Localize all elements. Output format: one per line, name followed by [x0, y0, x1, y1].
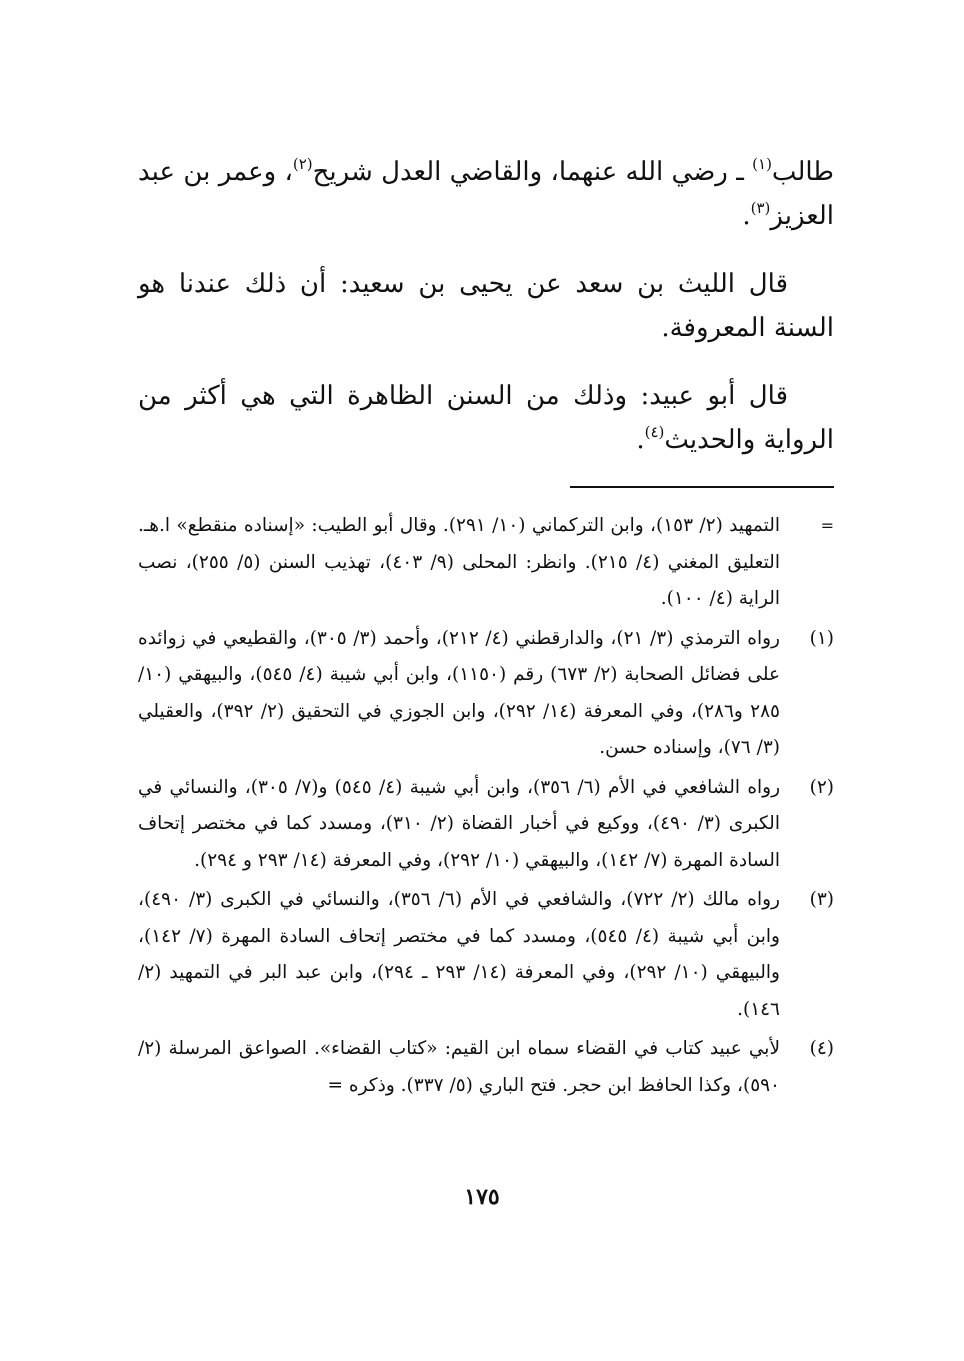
footnote-2-number: (٢): [809, 776, 834, 798]
paragraph-3-text-a: قال أبو عبيد: وذلك من السنن الظاهرة التي هي أكثر من الرواية والحديث: [138, 381, 834, 455]
footnote-1-number: (١): [809, 627, 834, 649]
footnote-continued: [138, 508, 834, 618]
paragraph-3: [138, 374, 834, 462]
paragraph-1-text-d: .: [742, 201, 751, 231]
footnote-divider: [570, 486, 834, 488]
footnote-ref-2[interactable]: (٢): [292, 155, 313, 173]
paragraph-1-text-a: طالب: [771, 157, 834, 187]
continuation-mark: =: [820, 516, 834, 535]
footnote-3-text: رواه مالك (٢/ ٧٢٢)، والشافعي في الأم (٦/ ٣٥٦)، والنسائي في الكبرى (٣/ ٤٩٠)، وابن أبي شيبة (٤/ ٥٤٥)، ومسدد كما في مختصر إتحاف السادة المهرة (٧/ ١٤٢)، والبيهقي (١٠/ ٢٩٢)، وفي المعرفة (١٤/ ٢٩٣ ـ ٢٩٤)، وابن عبد البر في التمهيد (٢/ ١٤٦).: [138, 889, 780, 1020]
footnote-1-text: رواه الترمذي (٣/ ٢١)، والدارقطني (٤/ ٢١٢)، وأحمد (٣/ ٣٠٥)، والقطيعي في زوائده على فضائل الصحابة (٢/ ٦٧٣) رقم (١١٥٠)، وابن أبي شيبة (٤/ ٥٤٥)، والبيهقي (١٠/ ٢٨٥ و٢٨٦)، وفي المعرفة (١٤/ ٢٩٢)، وابن الجوزي في التحقيق (٢/ ٣٩٢)، والعقيلي (٣/ ٧٦)، وإسناده حسن.: [138, 627, 780, 758]
main-text: [138, 150, 834, 486]
footnote-4-number: (٤): [809, 1038, 834, 1059]
footnote-3-number: (٣): [809, 889, 834, 910]
footnotes-section: [138, 508, 834, 1107]
page-number: ١٧٥: [464, 1184, 500, 1210]
paragraph-3-text-b: .: [636, 425, 645, 455]
footnote-3: [138, 882, 834, 1028]
footnote-ref-4[interactable]: (٤): [644, 423, 665, 441]
paragraph-1: [138, 150, 834, 238]
footnote-ref-1[interactable]: (١): [752, 155, 772, 173]
footnote-4-text: لأبي عبيد كتاب في القضاء سماه ابن القيم: «كتاب القضاء». الصواعق المرسلة (٢/ ٥٩٠)، وكذا الحافظ ابن حجر. فتح الباري (٥/ ٣٣٧). وذكره =: [138, 1038, 780, 1096]
footnote-continued-text: التمهيد (٢/ ١٥٣)، وابن التركماني (١٠/ ٢٩١). وقال أبو الطيب: «إسناده منقطع» ا.هـ. التعليق المغني (٤/ ٢١٥). وانظر: المحلى (٩/ ٤٠٣)، تهذيب السنن (٥/ ٢٥٥)، نصب الراية (٤/ ١٠٠).: [138, 515, 780, 609]
footnote-ref-3[interactable]: (٣): [750, 199, 771, 217]
footnote-1: [138, 621, 834, 767]
paragraph-1-text-b: ـ رضي الله عنهما، والقاضي العدل شريح: [312, 157, 753, 187]
paragraph-2: قال الليث بن سعد عن يحيى بن سعيد: أن ذلك عندنا هو السنة المعروفة.: [138, 269, 834, 343]
footnote-2-text: رواه الشافعي في الأم (٦/ ٣٥٦)، وابن أبي شيبة (٤/ ٥٤٥) و(٧/ ٣٠٥)، والنسائي في الكبرى (٣/ ٤٩٠)، ووكيع في أخبار القضاة (٢/ ٣١٠)، ومسدد كما في مختصر إتحاف السادة المهرة (٧/ ١٤٢)، والبيهقي (١٠/ ٢٩٢)، وفي المعرفة (١٤/ ٢٩٣ و ٢٩٤).: [138, 776, 781, 871]
footnote-2: [138, 770, 834, 880]
paragraph-1-text-c: ، وعمر بن عبد العزيز: [138, 157, 834, 231]
footnote-4: [138, 1031, 834, 1104]
